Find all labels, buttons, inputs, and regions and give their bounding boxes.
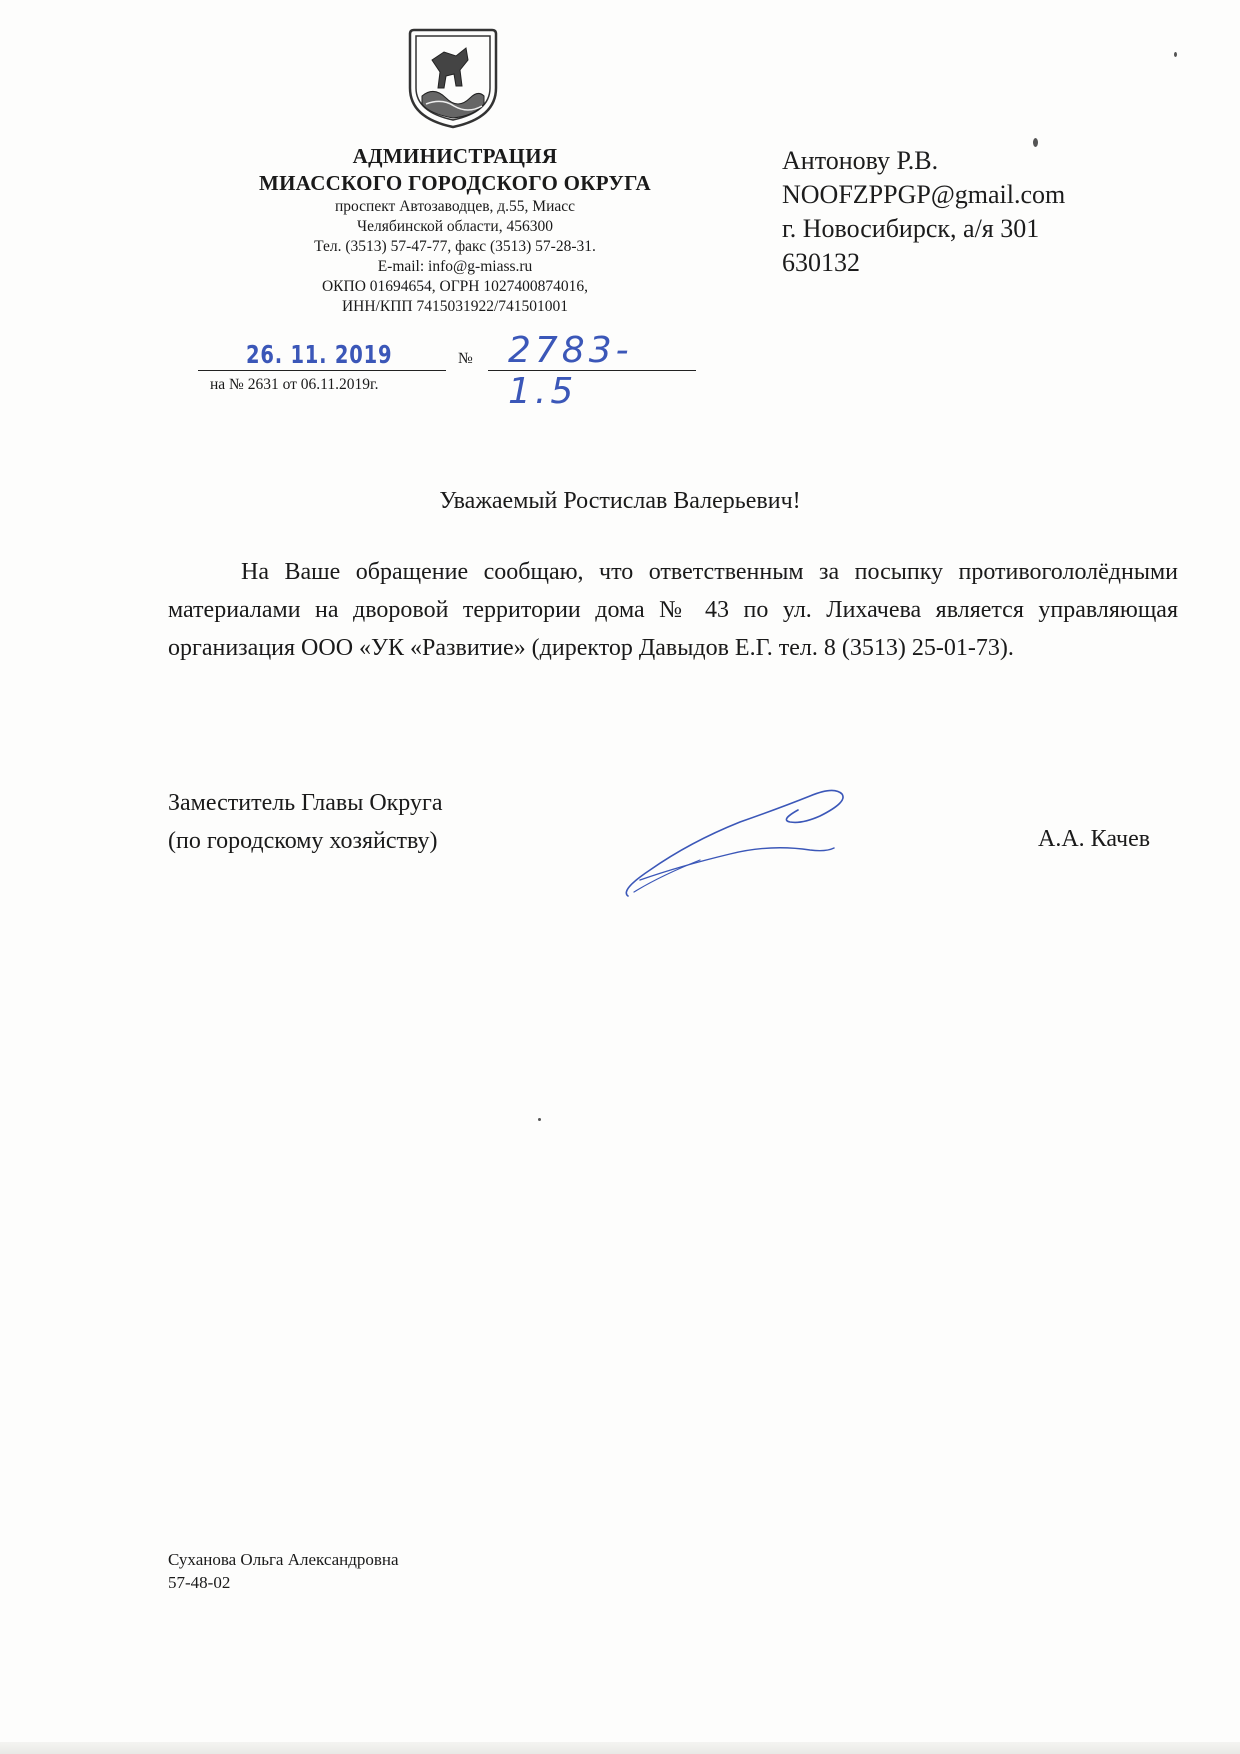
executor-name: Суханова Ольга Александровна [168, 1550, 399, 1569]
inn-kpp-line: ИНН/КПП 7415031922/741501001 [341, 298, 569, 315]
outgoing-number: 2783-1.5 [508, 330, 633, 412]
scan-edge [0, 1742, 1240, 1754]
scan-speck [538, 1118, 541, 1121]
org-name-line1: АДМИНИСТРАЦИЯ [352, 144, 558, 168]
number-sign: № [458, 350, 473, 367]
recipient-block [782, 144, 1065, 280]
org-name-line2: МИАССКОГО ГОРОДСКОГО ОКРУГА [259, 171, 651, 195]
recipient-address: г. Новосибирск, а/я 301 [782, 214, 1040, 243]
salutation: Уважаемый Ростислав Валерьевич! [439, 488, 801, 514]
recipient-postcode: 630132 [782, 248, 860, 277]
letter-body: На Ваше обращение сообщаю, что ответственным за посыпку противогололёдными материалами на дворовой территории дома № 43 по ул. Лихачева является управляющая организация ООО «УК «Развитие» (директор Давыдов Е.Г. тел. 8 (3513) 25-01-73). [168, 559, 1178, 661]
signer-title [168, 784, 443, 860]
recipient-email: NOOFZPPGP@gmail.com [782, 180, 1066, 209]
handwritten-signature [620, 780, 860, 900]
executor-phone: 57-48-02 [168, 1573, 231, 1592]
phone-fax-line: Тел. (3513) 57-47-77, факс (3513) 57-28-31. [314, 238, 596, 255]
coat-of-arms-emblem [404, 26, 502, 130]
date-underline [198, 370, 446, 371]
okpo-ogrn-line: ОКПО 01694654, ОГРН 1027400874016, [321, 278, 588, 295]
scan-speck [1174, 52, 1177, 57]
signer-name: А.А. Качев [1038, 826, 1151, 852]
signer-title-line2: (по городскому хозяйству) [168, 828, 438, 854]
address-line: проспект Автозаводцев, д.55, Миасс [334, 198, 576, 215]
date-stamp: 26. 11. 2019 [246, 340, 393, 369]
reply-reference: на № 2631 от 06.11.2019г. [210, 376, 379, 393]
address-line: Челябинской области, 456300 [357, 218, 553, 235]
executor-block [168, 1548, 399, 1594]
signer-title-line1: Заместитель Главы Округа [168, 790, 443, 816]
email-line: E-mail: info@g-miass.ru [377, 258, 533, 275]
sender-header [180, 143, 730, 317]
recipient-name: Антонову Р.В. [782, 146, 939, 175]
